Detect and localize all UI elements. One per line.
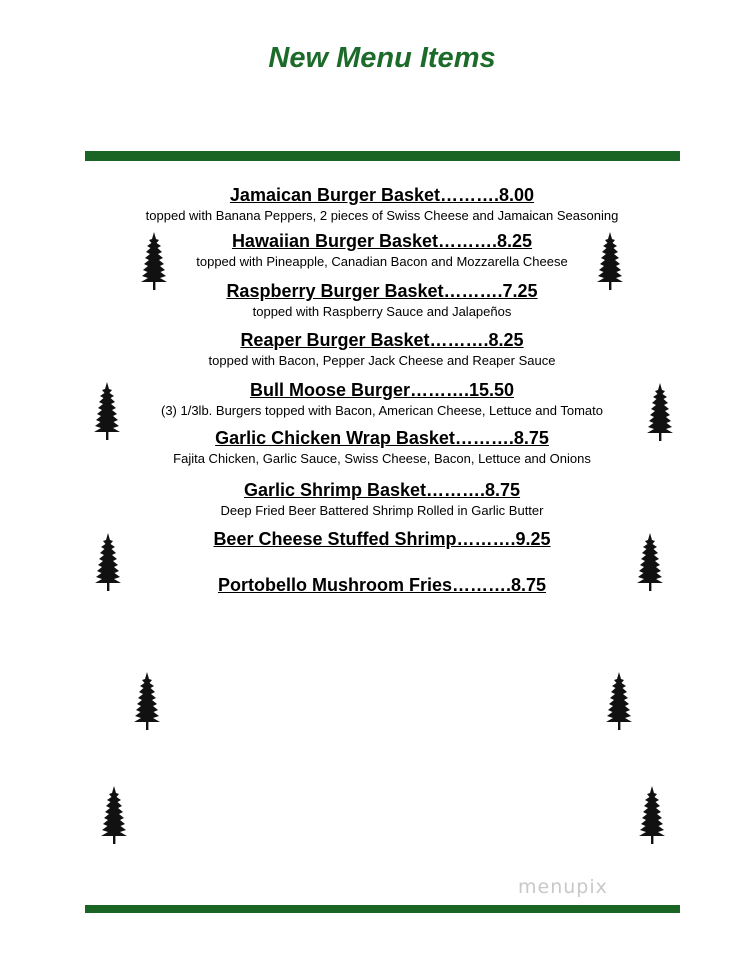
pine-tree-icon bbox=[134, 672, 160, 730]
menu-item-description: Deep Fried Beer Battered Shrimp Rolled in Garlic Butter bbox=[220, 503, 544, 518]
menu-item-description: topped with Bacon, Pepper Jack Cheese and Reaper Sauce bbox=[208, 353, 556, 368]
pine-tree-icon bbox=[606, 672, 632, 730]
bottom-divider bbox=[85, 905, 680, 913]
menu-item-description: (3) 1/3lb. Burgers topped with Bacon, American Cheese, Lettuce and Tomato bbox=[160, 403, 604, 418]
watermark-logo: menupix bbox=[518, 876, 608, 898]
menu-item bbox=[100, 380, 664, 419]
menu-item-name: Raspberry Burger Basket……….7.25 bbox=[226, 281, 538, 301]
pine-tree-icon bbox=[141, 232, 167, 290]
menu-item-name: Garlic Shrimp Basket……….8.75 bbox=[243, 480, 521, 500]
menu-item-name: Portobello Mushroom Fries……….8.75 bbox=[217, 575, 547, 595]
menu-item-name: Bull Moose Burger……….15.50 bbox=[249, 380, 515, 400]
menu-item-description: topped with Raspberry Sauce and Jalapeños bbox=[252, 304, 512, 319]
pine-tree-icon bbox=[95, 533, 121, 591]
menu-item bbox=[100, 185, 664, 224]
menu-item bbox=[100, 281, 664, 320]
menu-item bbox=[100, 529, 664, 550]
menu-item-name: Hawaiian Burger Basket……….8.25 bbox=[231, 231, 533, 251]
menu-item-name: Jamaican Burger Basket……….8.00 bbox=[229, 185, 535, 205]
menu-item bbox=[100, 428, 664, 467]
menu-item-name: Beer Cheese Stuffed Shrimp……….9.25 bbox=[213, 529, 551, 549]
menu-item-description: Fajita Chicken, Garlic Sauce, Swiss Cheese, Bacon, Lettuce and Onions bbox=[173, 451, 591, 466]
menu-item-name: Reaper Burger Basket……….8.25 bbox=[240, 330, 524, 350]
menu-item bbox=[100, 330, 664, 369]
pine-tree-icon bbox=[101, 786, 127, 844]
menu-item bbox=[100, 575, 664, 596]
menu-item-description: topped with Pineapple, Canadian Bacon and Mozzarella Cheese bbox=[196, 254, 568, 269]
menu-item-name: Garlic Chicken Wrap Basket……….8.75 bbox=[215, 428, 549, 448]
menu-item bbox=[100, 480, 664, 519]
pine-tree-icon bbox=[94, 382, 120, 440]
pine-tree-icon bbox=[597, 232, 623, 290]
top-divider bbox=[85, 151, 680, 161]
pine-tree-icon bbox=[637, 533, 663, 591]
menu-item-description: topped with Banana Peppers, 2 pieces of Swiss Cheese and Jamaican Seasoning bbox=[145, 208, 619, 223]
page-title: New Menu Items bbox=[268, 42, 496, 74]
pine-tree-icon bbox=[647, 383, 673, 441]
pine-tree-icon bbox=[639, 786, 665, 844]
menu-item bbox=[100, 231, 664, 270]
